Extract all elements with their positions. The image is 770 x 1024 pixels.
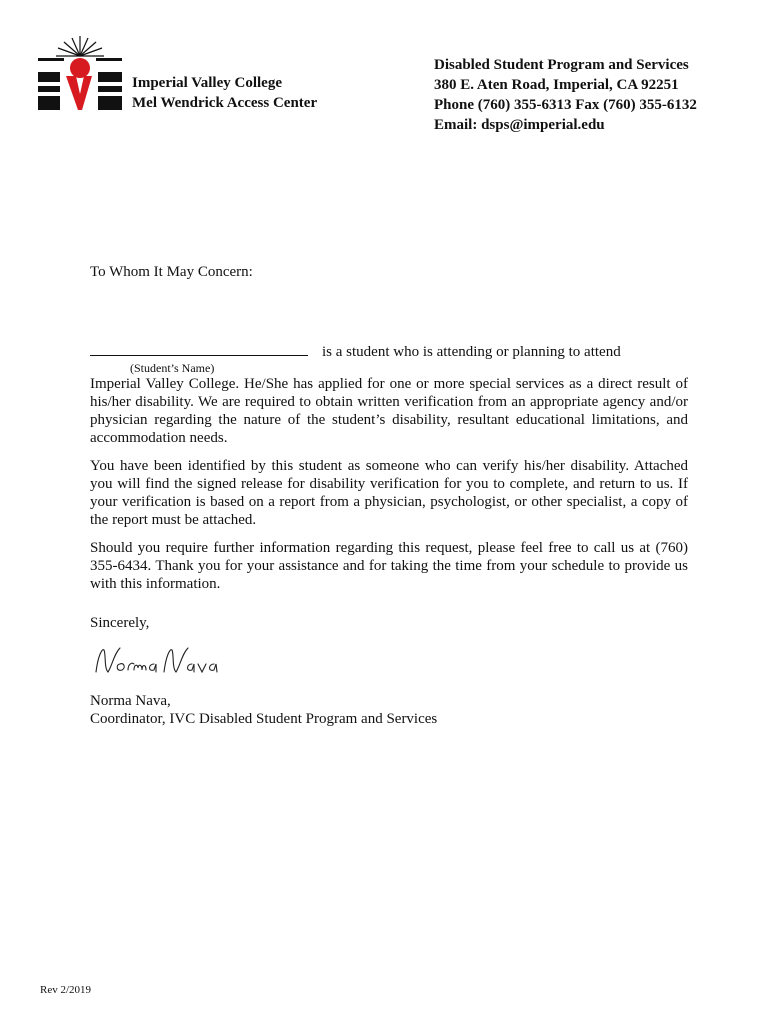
blank-suffix: is a student who is attending or planning to attend <box>322 344 621 360</box>
address: 380 E. Aten Road, Imperial, CA 92251 <box>434 77 679 93</box>
signer-block <box>90 692 437 728</box>
college-name: Imperial Valley College <box>132 75 282 91</box>
greeting: To Whom It May Concern: <box>90 264 253 280</box>
paragraph-1: Imperial Valley College. He/She has applied for one or more special services as a direct result of his/her disability. We are required to obtain written verification from an appropriate agency and/or physician regarding the nature of the student’s disability, resultant educational limitations, and accommodation needs. <box>90 376 688 446</box>
closing: Sincerely, <box>90 615 150 631</box>
contact-block <box>434 55 697 135</box>
student-name-blank[interactable] <box>90 343 308 356</box>
signature <box>90 642 230 682</box>
signer-title: Coordinator, IVC Disabled Student Program and Services <box>90 711 438 727</box>
revision-label: Rev 2/2019 <box>40 984 92 996</box>
student-name-row <box>90 343 650 361</box>
college-block <box>132 73 317 113</box>
letter-body <box>90 375 688 603</box>
student-name-caption: (Student’s Name) <box>130 361 215 375</box>
paragraph-2: You have been identified by this student as someone who can verify his/her disability. Attached you will find the signed release for disability verification for you to complete, and return to us. If your verification is based on a report from a physician, psychologist, or other specialist, a copy of the report must be attached. <box>90 458 688 528</box>
ivc-logo <box>36 34 124 114</box>
center-name: Mel Wendrick Access Center <box>132 95 318 111</box>
program-name: Disabled Student Program and Services <box>434 57 689 73</box>
email: Email: dsps@imperial.edu <box>434 117 605 133</box>
phone-fax: Phone (760) 355-6313 Fax (760) 355-6132 <box>434 97 697 113</box>
paragraph-3: Should you require further information regarding this request, please feel free to call us at (760) 355-6434. Thank you for your assistance and for taking the time from your schedule to provide us with this information. <box>90 540 688 592</box>
signer-name: Norma Nava, <box>90 693 171 709</box>
